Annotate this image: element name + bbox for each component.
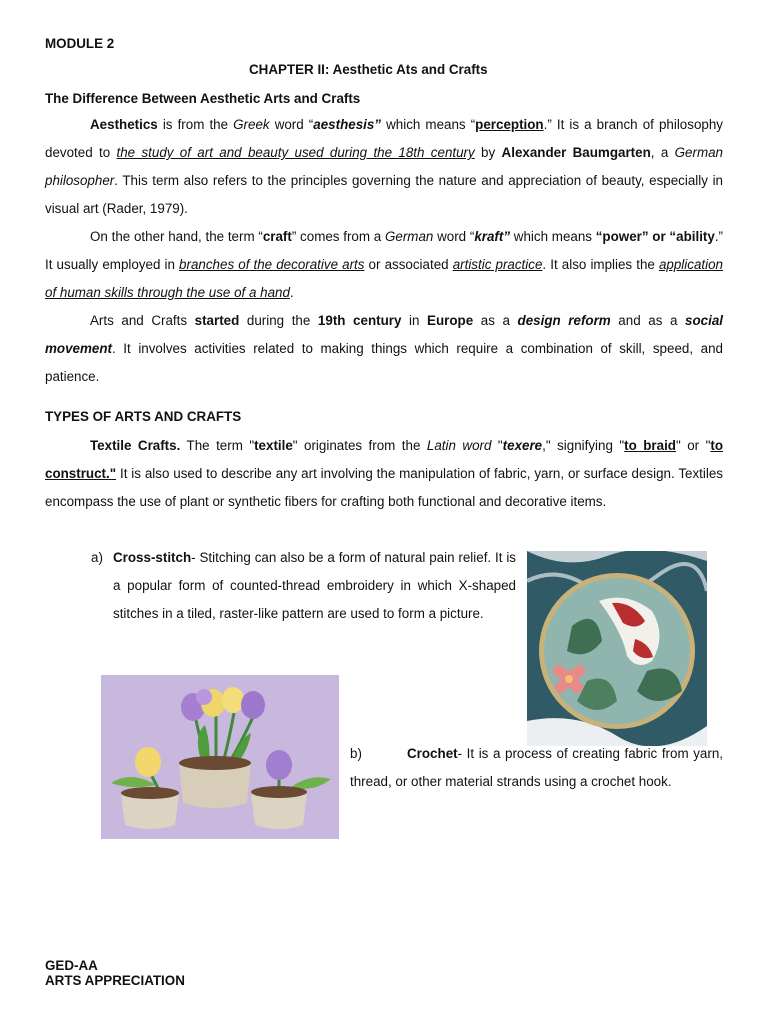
footer-course: ARTS APPRECIATION (45, 973, 185, 988)
footer-code: GED-AA (45, 958, 98, 973)
item-crochet: Crochet- It is a process of creating fabric from yarn, thread, or other material strands using a crochet hook. (350, 746, 723, 789)
paragraph-aesthetics: Aesthetics is from the Greek word “aesthesis” which means “perception.” It is a branch of philosophy devoted to the study of art and beauty used during the 18th century by Alexander Baumgarten, a German philosopher. This term also refers to the principles governing the nature and appreciation of beauty, especially in visual art (Rader, 1979). (45, 117, 723, 216)
term-aesthetics: Aesthetics (90, 117, 158, 132)
item-cross-stitch: Cross-stitch- Stitching can also be a form of natural pain relief. It is a popular form of counted-thread embroidery in which X-shaped stitches in a tiled, raster-like pattern are used to form a picture. (113, 550, 516, 621)
paragraph-craft: On the other hand, the term “craft” comes from a German word “kraft” which means “power” or “ability.” It usually employed in branches of the decorative arts or associated artistic practice. It also implies the application of human skills through the use of a hand. (45, 229, 724, 300)
section-title: The Difference Between Aesthetic Arts and Crafts (45, 91, 361, 106)
item-b-marker: b) (350, 746, 362, 761)
crochet-tulips-image (101, 675, 339, 839)
term-crochet: Crochet (407, 746, 458, 761)
chapter-title: CHAPTER II: Aesthetic Ats and Crafts (249, 62, 488, 77)
module-label: MODULE 2 (45, 36, 115, 51)
types-heading: TYPES OF ARTS AND CRAFTS (45, 409, 242, 424)
item-a-marker: a) (91, 550, 103, 565)
term-cross-stitch: Cross-stitch (113, 550, 192, 565)
cross-stitch-image (527, 551, 707, 746)
paragraph-arts-and-crafts: Arts and Crafts started during the 19th century in Europe as a design reform and as a social movement. It involves activities related to making things which require a combination of skill, speed, and patience. (45, 313, 723, 384)
paragraph-textile-crafts: Textile Crafts. The term "textile" originates from the Latin word "texere," signifying "to braid" or "to construct." It is also used to describe any art involving the manipulation of fabric, yarn, or surface design. Textiles encompass the use of plant or synthetic fibers for crafting both functional and decorative items. (45, 438, 723, 509)
